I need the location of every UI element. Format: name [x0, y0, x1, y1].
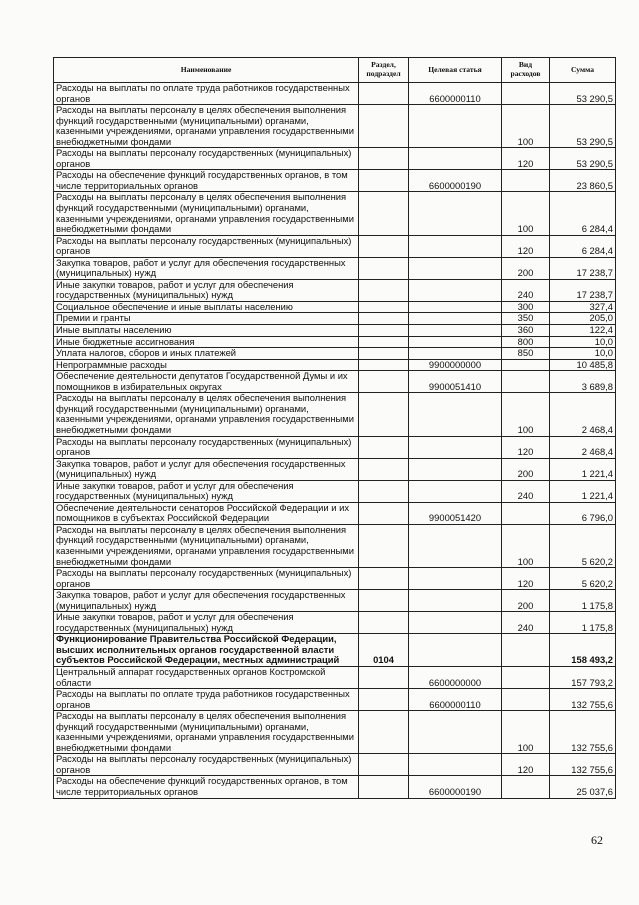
- page-number: 62: [591, 833, 603, 847]
- cell-name: Расходы на выплаты персоналу в целях обеспечения выполнения функций государственными (муниципальными) органами, казенными учреждениями, органами управления государственными внебюджетными фондами: [54, 105, 359, 148]
- table-row: [54, 612, 616, 634]
- cell-sum: 2 468,4: [550, 393, 616, 436]
- table-row: [54, 524, 616, 567]
- cell-section: [359, 301, 409, 313]
- table-row: [54, 689, 616, 711]
- cell-section: [359, 105, 409, 148]
- table-row: [54, 279, 616, 301]
- cell-sum: 6 284,4: [550, 192, 616, 235]
- cell-expense-type: [502, 502, 550, 524]
- cell-section: [359, 336, 409, 348]
- cell-sum: 157 793,2: [550, 666, 616, 688]
- cell-name: Закупка товаров, работ и услуг для обеспечения государственных (муниципальных) нужд: [54, 458, 359, 480]
- cell-sum: 132 755,6: [550, 754, 616, 776]
- cell-name: Социальное обеспечение и иные выплаты населению: [54, 301, 359, 313]
- cell-sum: 1 175,8: [550, 590, 616, 612]
- cell-expense-type: 200: [502, 590, 550, 612]
- table-row: [54, 480, 616, 502]
- header-target-article: Целевая статья: [409, 58, 502, 83]
- cell-name: Премии и гранты: [54, 313, 359, 325]
- cell-target-article: [409, 458, 502, 480]
- cell-target-article: [409, 235, 502, 257]
- table-row: [54, 754, 616, 776]
- cell-sum: 25 037,6: [550, 776, 616, 798]
- table-row: [54, 325, 616, 337]
- table-row: [54, 170, 616, 192]
- table-row: [54, 148, 616, 170]
- cell-name: Закупка товаров, работ и услуг для обеспечения государственных (муниципальных) нужд: [54, 257, 359, 279]
- cell-name: Расходы на выплаты персоналу государственных (муниципальных) органов: [54, 148, 359, 170]
- cell-target-article: 9900000000: [409, 359, 502, 371]
- cell-sum: 122,4: [550, 325, 616, 337]
- cell-name: Иные закупки товаров, работ и услуг для обеспечения государственных (муниципальных) нужд: [54, 612, 359, 634]
- cell-expense-type: [502, 666, 550, 688]
- cell-expense-type: [502, 634, 550, 667]
- cell-section: [359, 436, 409, 458]
- cell-expense-type: 240: [502, 480, 550, 502]
- cell-sum: 10,0: [550, 336, 616, 348]
- cell-section: [359, 754, 409, 776]
- cell-name: Функционирование Правительства Российской Федерации, высших исполнительных органов государственной власти субъектов Российской Федерации, местных администраций: [54, 634, 359, 667]
- cell-name: Расходы на выплаты по оплате труда работников государственных органов: [54, 689, 359, 711]
- cell-expense-type: 360: [502, 325, 550, 337]
- cell-name: Иные выплаты населению: [54, 325, 359, 337]
- header-sum: Сумма: [550, 58, 616, 83]
- cell-sum: 53 290,5: [550, 105, 616, 148]
- cell-sum: 1 221,4: [550, 458, 616, 480]
- cell-section: [359, 612, 409, 634]
- table-row: [54, 371, 616, 393]
- cell-sum: 53 290,5: [550, 148, 616, 170]
- cell-expense-type: 120: [502, 235, 550, 257]
- cell-name: Расходы на обеспечение функций государственных органов, в том числе территориальных органов: [54, 170, 359, 192]
- cell-sum: 53 290,5: [550, 83, 616, 105]
- table-row: [54, 590, 616, 612]
- cell-target-article: [409, 313, 502, 325]
- cell-expense-type: [502, 689, 550, 711]
- cell-target-article: [409, 590, 502, 612]
- cell-name: Обеспечение деятельности сенаторов Российской Федерации и их помощников в субъектах Российской Федерации: [54, 502, 359, 524]
- cell-target-article: [409, 257, 502, 279]
- cell-sum: 1 175,8: [550, 612, 616, 634]
- cell-sum: 132 755,6: [550, 689, 616, 711]
- cell-section: [359, 235, 409, 257]
- table-row: [54, 711, 616, 754]
- cell-section: [359, 689, 409, 711]
- cell-expense-type: [502, 359, 550, 371]
- table-row: [54, 301, 616, 313]
- cell-name: Иные закупки товаров, работ и услуг для обеспечения государственных (муниципальных) нужд: [54, 480, 359, 502]
- cell-expense-type: [502, 170, 550, 192]
- cell-section: [359, 776, 409, 798]
- cell-target-article: [409, 192, 502, 235]
- cell-name: Уплата налогов, сборов и иных платежей: [54, 348, 359, 360]
- cell-section: [359, 666, 409, 688]
- cell-target-article: [409, 524, 502, 567]
- cell-expense-type: 200: [502, 458, 550, 480]
- cell-sum: 10 485,8: [550, 359, 616, 371]
- table-row: [54, 257, 616, 279]
- cell-section: [359, 590, 409, 612]
- cell-name: Обеспечение деятельности депутатов Государственной Думы и их помощников в избирательных округах: [54, 371, 359, 393]
- cell-expense-type: 100: [502, 192, 550, 235]
- table-header-row: [54, 58, 616, 83]
- cell-target-article: 6600000110: [409, 83, 502, 105]
- cell-expense-type: 120: [502, 148, 550, 170]
- table-row: [54, 83, 616, 105]
- cell-target-article: 9900051410: [409, 371, 502, 393]
- cell-section: 0104: [359, 634, 409, 667]
- cell-target-article: [409, 711, 502, 754]
- cell-name: Расходы на выплаты персоналу государственных (муниципальных) органов: [54, 568, 359, 590]
- cell-sum: 327,4: [550, 301, 616, 313]
- cell-expense-type: 240: [502, 612, 550, 634]
- cell-sum: 3 689,8: [550, 371, 616, 393]
- cell-target-article: 6600000190: [409, 776, 502, 798]
- table-row: [54, 458, 616, 480]
- table-row: [54, 105, 616, 148]
- cell-name: Расходы на выплаты персоналу в целях обеспечения выполнения функций государственными (муниципальными) органами, казенными учреждениями, органами управления государственными внебюджетными фондами: [54, 192, 359, 235]
- cell-section: [359, 83, 409, 105]
- cell-section: [359, 313, 409, 325]
- table-row: [54, 192, 616, 235]
- cell-target-article: [409, 301, 502, 313]
- table-row: [54, 336, 616, 348]
- cell-section: [359, 148, 409, 170]
- cell-name: Расходы на обеспечение функций государственных органов, в том числе территориальных органов: [54, 776, 359, 798]
- table-row: [54, 348, 616, 360]
- cell-expense-type: [502, 83, 550, 105]
- cell-section: [359, 568, 409, 590]
- cell-section: [359, 325, 409, 337]
- cell-sum: 205,0: [550, 313, 616, 325]
- cell-target-article: [409, 436, 502, 458]
- cell-target-article: [409, 348, 502, 360]
- cell-expense-type: 350: [502, 313, 550, 325]
- header-name: Наименование: [54, 58, 359, 83]
- cell-expense-type: [502, 776, 550, 798]
- cell-target-article: [409, 568, 502, 590]
- table-row: [54, 502, 616, 524]
- table-row: [54, 776, 616, 798]
- cell-section: [359, 359, 409, 371]
- cell-expense-type: 120: [502, 754, 550, 776]
- cell-section: [359, 257, 409, 279]
- cell-target-article: [409, 336, 502, 348]
- cell-target-article: [409, 148, 502, 170]
- cell-target-article: [409, 754, 502, 776]
- cell-expense-type: [502, 371, 550, 393]
- header-expense-type: Вид расходов: [502, 58, 550, 83]
- cell-section: [359, 192, 409, 235]
- cell-name: Расходы на выплаты персоналу государственных (муниципальных) органов: [54, 235, 359, 257]
- cell-sum: 5 620,2: [550, 568, 616, 590]
- cell-sum: 5 620,2: [550, 524, 616, 567]
- cell-section: [359, 711, 409, 754]
- cell-name: Центральный аппарат государственных органов Костромской области: [54, 666, 359, 688]
- table-body: [54, 83, 616, 799]
- cell-target-article: [409, 612, 502, 634]
- cell-expense-type: 100: [502, 105, 550, 148]
- cell-sum: 132 755,6: [550, 711, 616, 754]
- cell-section: [359, 502, 409, 524]
- cell-section: [359, 279, 409, 301]
- budget-table: [53, 57, 616, 799]
- cell-expense-type: 850: [502, 348, 550, 360]
- header-section: Раздел, подраздел: [359, 58, 409, 83]
- table-row: [54, 568, 616, 590]
- cell-sum: 6 284,4: [550, 235, 616, 257]
- cell-target-article: [409, 634, 502, 667]
- cell-section: [359, 393, 409, 436]
- cell-sum: 17 238,7: [550, 257, 616, 279]
- cell-section: [359, 480, 409, 502]
- cell-target-article: [409, 393, 502, 436]
- cell-expense-type: 200: [502, 257, 550, 279]
- cell-expense-type: 800: [502, 336, 550, 348]
- cell-sum: 17 238,7: [550, 279, 616, 301]
- table-row: [54, 393, 616, 436]
- cell-target-article: [409, 325, 502, 337]
- table-row: [54, 235, 616, 257]
- cell-section: [359, 458, 409, 480]
- cell-name: Закупка товаров, работ и услуг для обеспечения государственных (муниципальных) нужд: [54, 590, 359, 612]
- cell-expense-type: 120: [502, 436, 550, 458]
- cell-name: Иные бюджетные ассигнования: [54, 336, 359, 348]
- cell-name: Непрограммные расходы: [54, 359, 359, 371]
- cell-target-article: [409, 480, 502, 502]
- cell-section: [359, 524, 409, 567]
- cell-name: Расходы на выплаты персоналу в целях обеспечения выполнения функций государственными (муниципальными) органами, казенными учреждениями, органами управления государственными внебюджетными фондами: [54, 711, 359, 754]
- cell-sum: 1 221,4: [550, 480, 616, 502]
- cell-expense-type: 100: [502, 393, 550, 436]
- cell-name: Расходы на выплаты персоналу государственных (муниципальных) органов: [54, 754, 359, 776]
- cell-expense-type: 300: [502, 301, 550, 313]
- cell-name: Расходы на выплаты персоналу государственных (муниципальных) органов: [54, 436, 359, 458]
- cell-sum: 2 468,4: [550, 436, 616, 458]
- cell-sum: 23 860,5: [550, 170, 616, 192]
- cell-expense-type: 120: [502, 568, 550, 590]
- table-row: [54, 436, 616, 458]
- cell-section: [359, 348, 409, 360]
- cell-target-article: 6600000000: [409, 666, 502, 688]
- cell-target-article: 6600000190: [409, 170, 502, 192]
- cell-target-article: [409, 279, 502, 301]
- cell-target-article: [409, 105, 502, 148]
- table-row: [54, 666, 616, 688]
- cell-name: Расходы на выплаты по оплате труда работников государственных органов: [54, 83, 359, 105]
- table-row: [54, 359, 616, 371]
- cell-expense-type: 240: [502, 279, 550, 301]
- cell-name: Расходы на выплаты персоналу в целях обеспечения выполнения функций государственными (муниципальными) органами, казенными учреждениями, органами управления государственными внебюджетными фондами: [54, 524, 359, 567]
- table-row: [54, 313, 616, 325]
- cell-target-article: 9900051420: [409, 502, 502, 524]
- cell-name: Расходы на выплаты персоналу в целях обеспечения выполнения функций государственными (муниципальными) органами, казенными учреждениями, органами управления государственными внебюджетными фондами: [54, 393, 359, 436]
- cell-name: Иные закупки товаров, работ и услуг для обеспечения государственных (муниципальных) нужд: [54, 279, 359, 301]
- cell-sum: 158 493,2: [550, 634, 616, 667]
- cell-target-article: 6600000110: [409, 689, 502, 711]
- cell-sum: 10,0: [550, 348, 616, 360]
- table-row: [54, 634, 616, 667]
- cell-expense-type: 100: [502, 524, 550, 567]
- cell-expense-type: 100: [502, 711, 550, 754]
- cell-section: [359, 170, 409, 192]
- cell-section: [359, 371, 409, 393]
- cell-sum: 6 796,0: [550, 502, 616, 524]
